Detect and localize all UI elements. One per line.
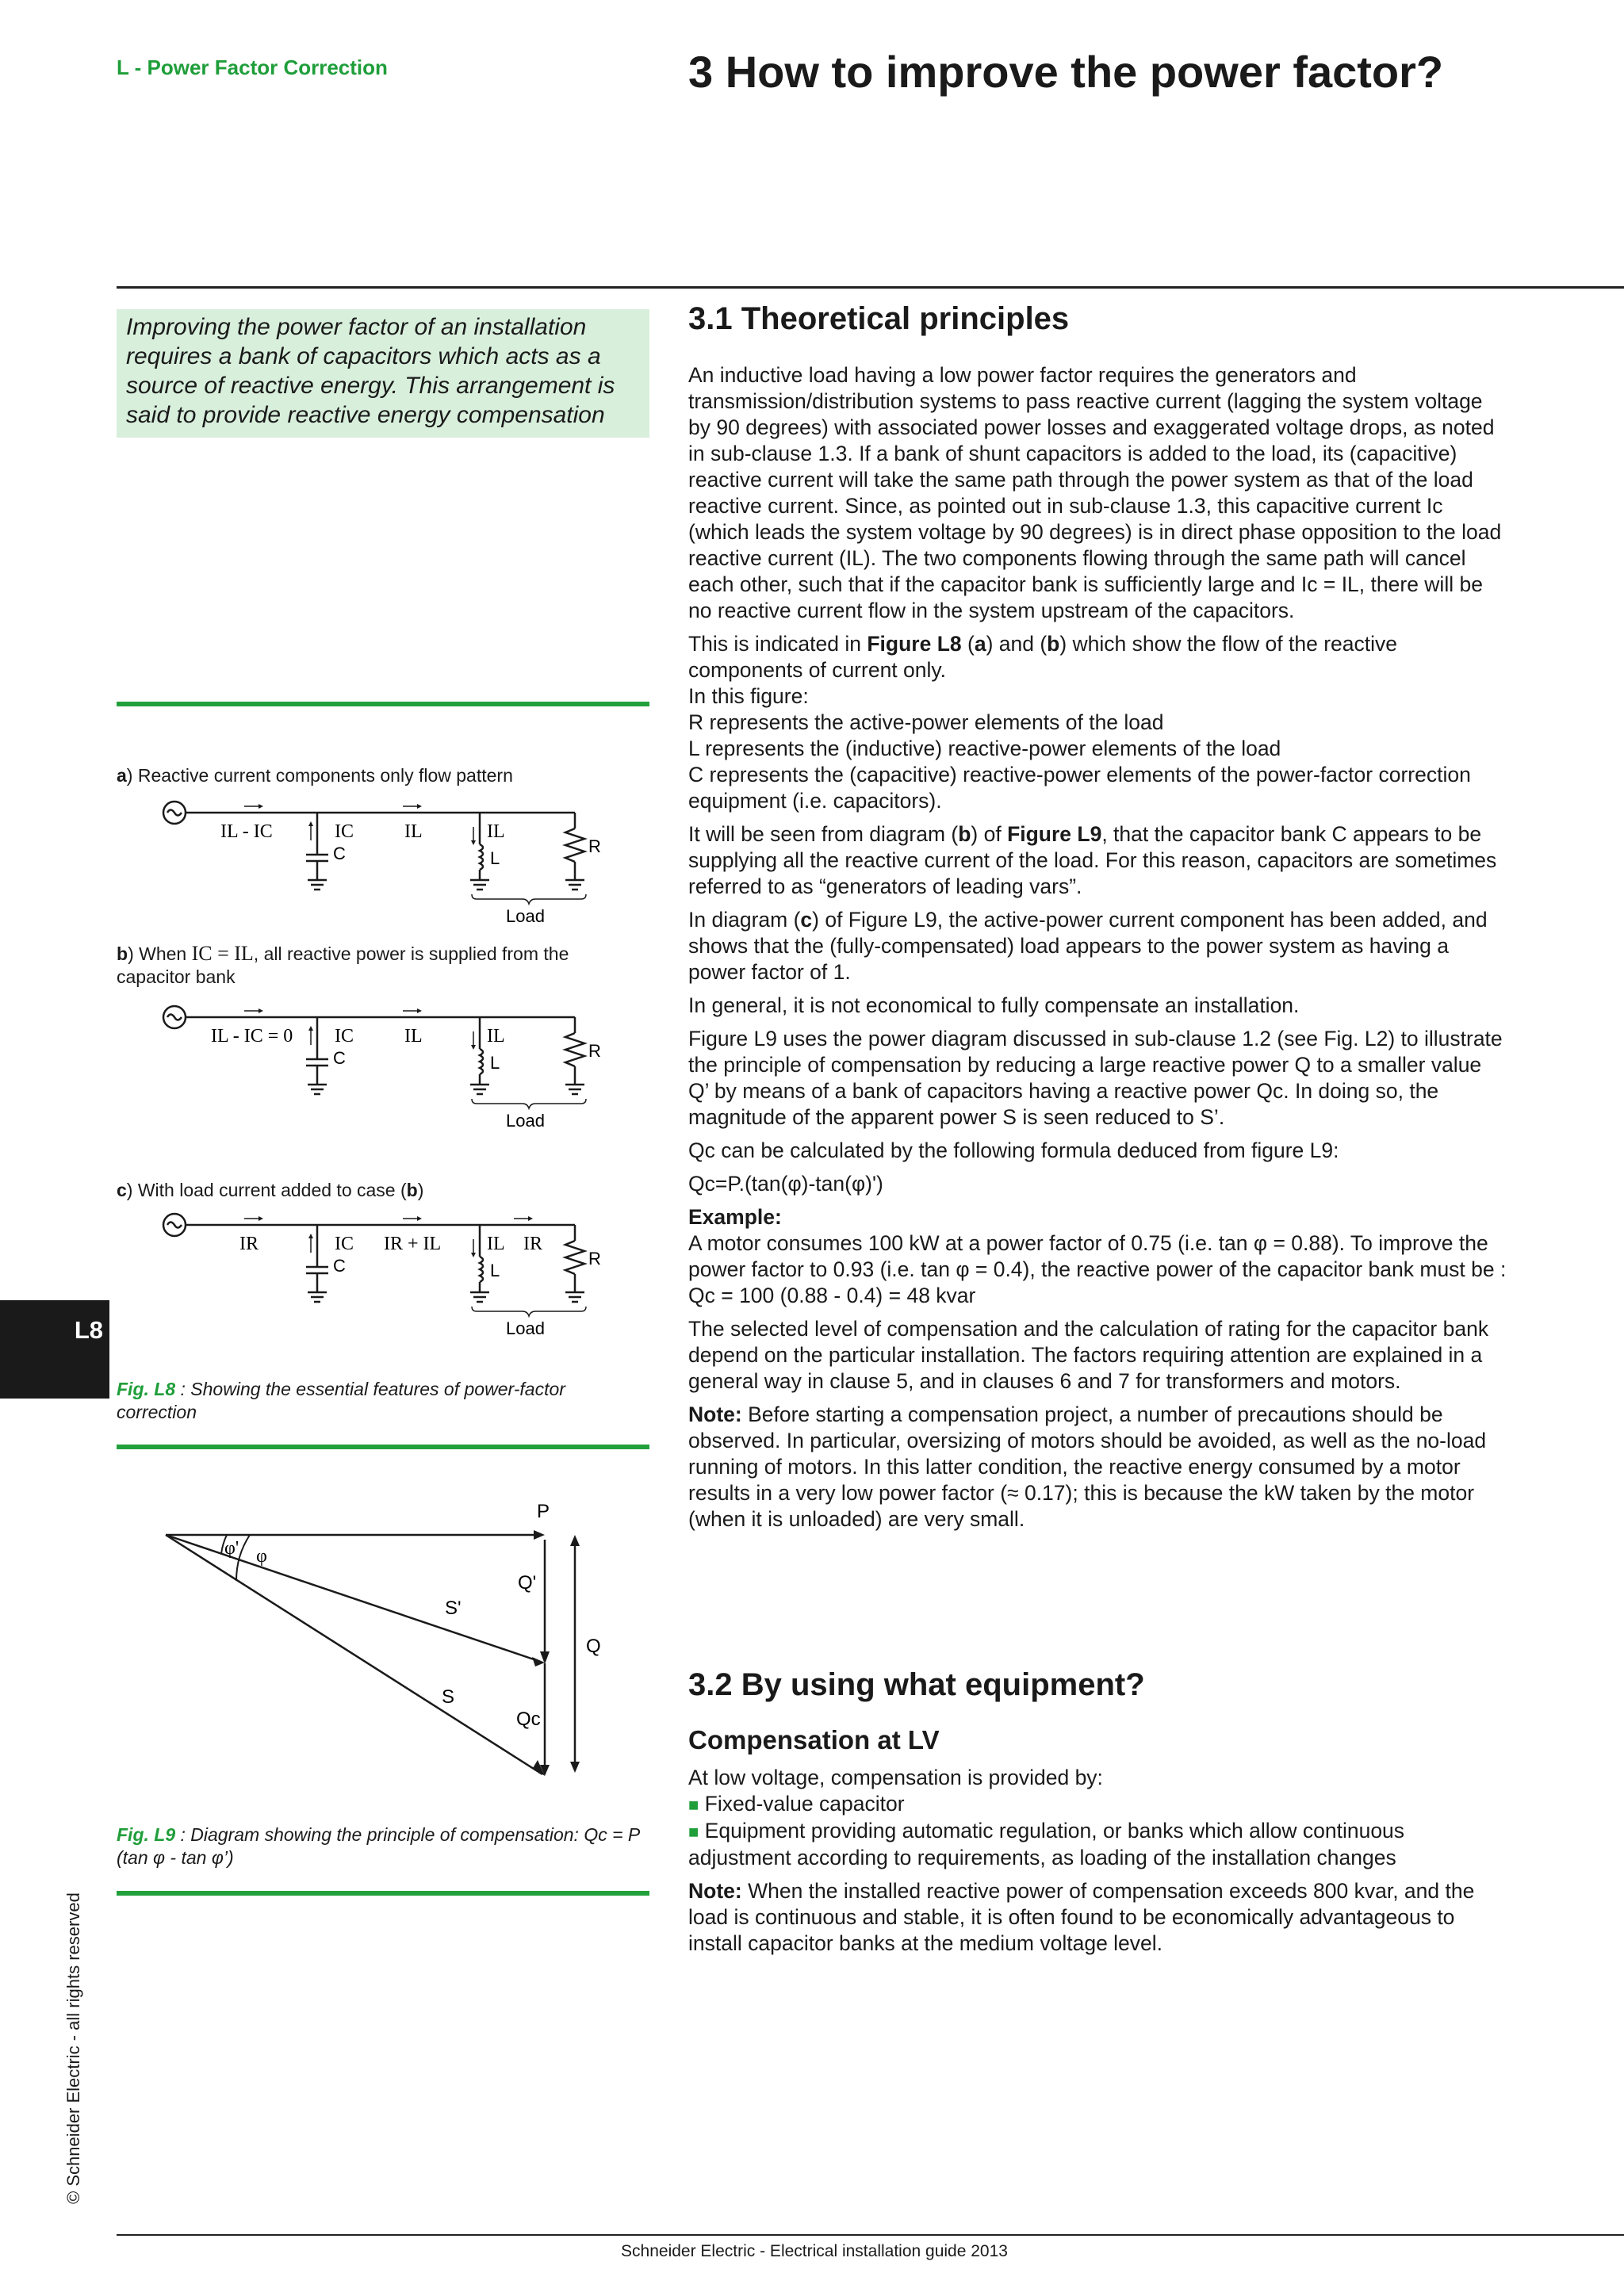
section-3-2-heading: 3.2 By using what equipment? — [688, 1667, 1145, 1702]
label-ir-plus-il: IR + IL — [384, 1234, 442, 1254]
label-c: C — [333, 844, 346, 863]
paragraph-2: This is indicated in Figure L8 (a) and (b) which show the flow of the reactive components of current only. In this figure: R represents the active-power elements of the load L represents the (inductive) reactive-power elements of the load C represents the (capacitive) reactive-power elements of the power-factor correction equipment (i.e. capacitors). — [688, 632, 1471, 813]
paragraph-6: Figure L9 uses the power diagram discussed in sub-clause 1.2 (see Fig. L2) to illustrate the principle of compensation by reducing a large reactive power Q to a smaller value Q’ by means of a bank of capacitors having a reactive power Qc. In doing so, the magnitude of the apparent power S is seen reduced to S’. — [688, 1027, 1503, 1129]
section-3-2-body — [688, 1765, 1507, 1957]
formula: Qc=P.(tan(φ)-tan(φ)') — [688, 1172, 883, 1196]
label-l: L — [490, 1261, 500, 1280]
footer-text: Schneider Electric - Electrical installation guide 2013 — [621, 2242, 1008, 2260]
label-s-prime: S' — [445, 1598, 462, 1619]
label-l: L — [490, 1053, 500, 1073]
label-s: S — [442, 1686, 455, 1708]
example-text: A motor consumes 100 kW at a power factor of 0.75 (i.e. tan φ = 0.88). To improve the power factor to 0.93 (i.e. tan φ = 0.4), the reactive power of the capacitor bank must be : Qc = 100 (0.88 - 0.4) = 48 kvar — [688, 1231, 1507, 1307]
label-l: L — [490, 848, 500, 868]
intro-text: At low voltage, compensation is provided by: — [688, 1766, 1103, 1789]
section-label: L - Power Factor Correction — [117, 55, 388, 79]
label-main-current: IL - IC — [220, 821, 273, 842]
label-phi: φ — [256, 1546, 267, 1567]
paragraph-3: It will be seen from diagram (b) of Figure L9, that the capacitor bank C appears to be supplying all the reactive current of the load. For this reason, capacitors are sometimes referred to as “generators of leading vars”. — [688, 822, 1497, 898]
label-ir: IR — [239, 1234, 259, 1254]
circuit-diagram-b — [159, 997, 619, 1136]
label-q-prime: Q' — [518, 1572, 537, 1594]
paragraph-4: In diagram (c) of Figure L9, the active-power current component has been added, and shows that the (fully-compensated) load appears to the power system as having a power factor of 1. — [688, 908, 1488, 984]
square-bullet-icon: ■ — [688, 1795, 699, 1815]
figure-l9-top-rule — [117, 1445, 649, 1449]
label-qc: Qc — [516, 1709, 541, 1730]
label-c: C — [333, 1048, 346, 1068]
square-bullet-icon: ■ — [688, 1822, 699, 1842]
list-item: ■ Fixed-value capacitor — [688, 1792, 905, 1816]
label-il-branch: IL — [487, 1234, 505, 1254]
circuit-diagram-c — [159, 1205, 619, 1344]
section-3-1-body — [688, 362, 1507, 1533]
circuit-diagram-a — [159, 793, 619, 932]
figure-l8-top-rule — [117, 702, 649, 706]
fig-l8-b-caption: b) When IC = IL, all reactive power is supplied from the capacitor bank — [117, 942, 569, 987]
paragraph-5: In general, it is not economical to fully compensate an installation. — [688, 993, 1300, 1017]
fig-l8-a-caption: a) Reactive current components only flow pattern — [117, 765, 513, 786]
label-ic: IC — [335, 821, 354, 842]
paragraph-1: An inductive load having a low power factor requires the generators and transmission/distribution systems to pass reactive current (lagging the system voltage by 90 degrees) with associated power losses and exaggerated voltage drops, as noted in sub-clause 1.3. If a bank of shunt capacitors is added to the load, its (capacitive) reactive current will take the same path through the power system as that of the load reactive current. Since, as pointed out in sub-clause 1.3, this capacitive current Ic (which leads the system voltage by 90 degrees) is in direct phase opposition to the load reactive current (IL). The two components flowing through the same path will cancel each other, such that if the capacitor bank is sufficiently large and Ic = IL, there will be no reactive current flow in the system upstream of the capacitors. — [688, 363, 1502, 622]
list-item: ■ Equipment providing automatic regulation, or banks which allow continuous adjustment according to requirements, as loading of the installation changes — [688, 1819, 1405, 1869]
label-main-current: IL - IC = 0 — [211, 1026, 293, 1047]
example-label: Example: — [688, 1205, 782, 1229]
label-load: Load — [506, 1318, 545, 1338]
label-il: IL — [404, 1026, 423, 1047]
paragraph-9: The selected level of compensation and the calculation of rating for the capacitor bank depend on the particular installation. The factors requiring attention are explained in a general way in clause 5, and in clauses 6 and 7 for transformers and motors. — [688, 1317, 1489, 1393]
paragraph-7: Qc can be calculated by the following formula deduced from figure L9: — [688, 1138, 1339, 1162]
figure-l9-bottom-rule — [117, 1891, 649, 1896]
header-divider — [117, 286, 1624, 289]
label-il: IL — [404, 821, 423, 842]
copyright-notice: © Schneider Electric - all rights reserved — [63, 1892, 83, 2204]
label-load: Load — [506, 1111, 545, 1131]
label-ic: IC — [335, 1026, 354, 1047]
note-paragraph: Note: Before starting a compensation project, a number of precautions should be observed. In particular, oversizing of motors should be avoided, as well as the no-load running of motors. In this latter condition, the reactive energy consumed by a motor results in a very low power factor (≈ 0.17); this is because the kW taken by the motor (when it is unloaded) are very small. — [688, 1402, 1487, 1531]
fig-l8-c-caption: c) With load current added to case (b) — [117, 1180, 424, 1200]
label-load: Load — [506, 906, 545, 926]
page-tab: L8 — [0, 1300, 109, 1399]
section-3-2-subheading: Compensation at LV — [688, 1725, 940, 1755]
figure-l8-caption: Fig. L8 : Showing the essential features of power-factor correction — [117, 1379, 565, 1422]
power-vector-diagram — [117, 1490, 656, 1792]
section-3-1-heading: 3.1 Theoretical principles — [688, 301, 1070, 336]
label-q: Q — [586, 1636, 601, 1657]
summary-box: Improving the power factor of an installation requires a bank of capacitors which acts as a source of reactive energy. This arrangement is said to provide reactive energy compensation — [117, 309, 649, 438]
label-p: P — [537, 1501, 550, 1522]
label-phi-prime: φ' — [224, 1538, 239, 1559]
label-ir-branch: IR — [523, 1234, 542, 1254]
note-paragraph: Note: When the installed reactive power of compensation exceeds 800 kvar, and the load is continuous and stable, it is often found to be economically advantageous to install capacitor banks at the medium voltage level. — [688, 1879, 1475, 1955]
label-c: C — [333, 1256, 346, 1276]
label-r: R — [588, 836, 601, 856]
label-il-branch: IL — [487, 1026, 505, 1047]
label-il-branch: IL — [487, 821, 505, 842]
figure-l9-caption: Fig. L9 : Diagram showing the principle of compensation: Qc = P (tan φ - tan φ’) — [117, 1824, 640, 1868]
label-ic: IC — [335, 1234, 354, 1254]
label-r: R — [588, 1041, 601, 1061]
page-title: 3 How to improve the power factor? — [688, 47, 1444, 97]
label-r: R — [588, 1249, 601, 1269]
footer-divider — [117, 2234, 1624, 2236]
